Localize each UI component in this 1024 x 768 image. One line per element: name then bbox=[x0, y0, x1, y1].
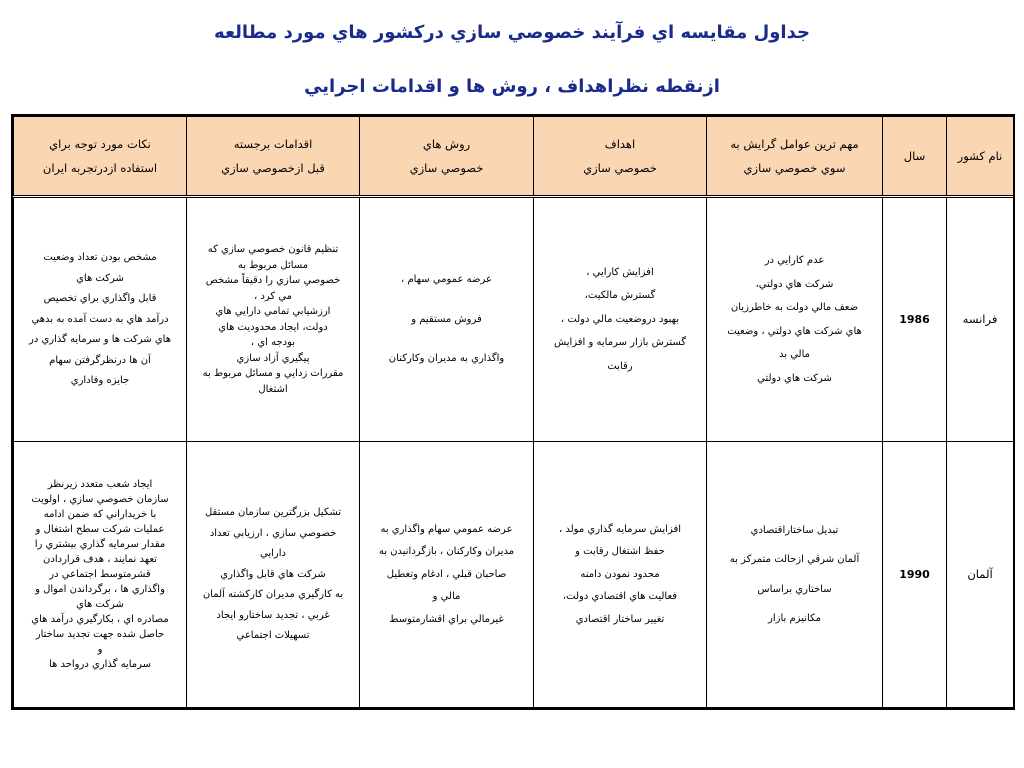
header-year: سال bbox=[883, 117, 947, 197]
country-cell: فرانسه bbox=[947, 197, 1014, 442]
measures-cell: تنظيم قانون خصوصي سازي که مسائل مربوط به خصوصي سازي را دقيقاً مشخص مي کرد ، ارزشيابي تمامي دارايي هاي دولت، ايجاد محدوديت هاي بودجه اي ، پيگيري آزاد سازي مقررات زدايي و مسائل مربوط به اشتغال bbox=[187, 197, 360, 442]
notes-cell: ايجاد شعب متعدد زيرنظر سازمان خصوصي سازي ، اولويت با خريداراني که ضمن ادامه عمليات شرکت سطح اشتغال و مقدار سرمايه گذاري بيشتري را تعهد نمايند ، هدف قراردادن قشرمتوسط اجتماعي در واگذاري ها ، برگرداندن اموال و شرکت هاي مصادره اي ، بکارگيري درآمد هاي حاصل شده جهت تجديد ساختار و سرمايه گذاري درواحد ها bbox=[14, 442, 187, 708]
methods-cell: عرضه عمومي سهام ، فروش مستقيم و واگذاري به مديران وکارکنان bbox=[360, 197, 534, 442]
header-row bbox=[14, 117, 1014, 197]
header-goals: اهداف خصوصي سازي bbox=[534, 117, 707, 197]
header-notes: نکات مورد توجه براي استفاده ازدرتجربه ايران bbox=[14, 117, 187, 197]
methods-cell: عرضه عمومي سهام واگذاري به مديران وکارکنان ، بازگردانيدن به صاحبان قبلي ، ادغام وتعطيل مالي و غيرمالي براي اقشارمتوسط bbox=[360, 442, 534, 708]
header-country: نام کشور bbox=[947, 117, 1014, 197]
table-row bbox=[14, 442, 1014, 708]
header-factors: مهم ترين عوامل گرايش به سوي خصوصي سازي bbox=[707, 117, 883, 197]
goals-cell: افزايش سرمايه گذاري مولد ، حفظ اشتغال رقابت و محدود نمودن دامنه فعاليت هاي اقتصادي دولت، تغيير ساختار اقتصادي bbox=[534, 442, 707, 708]
page-subtitle: ازنقطه نظراهداف ، روش ها و اقدامات اجرايي bbox=[304, 76, 720, 97]
factors-cell: عدم کارايي در شرکت هاي دولتي، ضعف مالي دولت به خاطرزيان هاي شرکت هاي دولتي ، وضعيت مالي بد شرکت هاي دولتي bbox=[707, 197, 883, 442]
goals-cell: افزايش کارايي ، گسترش مالکيت، بهبود دروضعيت مالي دولت ، گسترش بازار سرمايه و افزايش رقابت bbox=[534, 197, 707, 442]
measures-cell: تشکيل بزرگترين سازمان مستقل خصوصي سازي ، ارزيابي تعداد دارايي شرکت هاي قابل واگذاري به کارگيري مديران کارکشته آلمان غربي ، تجديد ساختارو ايجاد تسهيلات اجتماعي bbox=[187, 442, 360, 708]
notes-cell: مشخص بودن تعداد وضعيت شرکت هاي قابل واگذاري براي تخصيص درآمد هاي به دست آمده به بدهي هاي شرکت ها و سرمايه گذاري در آن ها درنظرگرفتن سهام جايزه وفاداري bbox=[14, 197, 187, 442]
factors-cell: تبديل ساختاراقتصادي آلمان شرقي ازحالت متمرکز به ساختاري براساس مکانيزم بازار bbox=[707, 442, 883, 708]
page-title: جداول مقايسه اي فرآيند خصوصي سازي درکشور هاي مورد مطالعه bbox=[214, 22, 810, 43]
header-measures: اقدامات برجسته قبل ازخصوصي سازي bbox=[187, 117, 360, 197]
comparison-table bbox=[11, 114, 1015, 710]
year-cell: 1990 bbox=[883, 442, 947, 708]
table-row bbox=[14, 197, 1014, 442]
country-cell: آلمان bbox=[947, 442, 1014, 708]
year-cell: 1986 bbox=[883, 197, 947, 442]
header-methods: روش هاي خصوصي سازي bbox=[360, 117, 534, 197]
